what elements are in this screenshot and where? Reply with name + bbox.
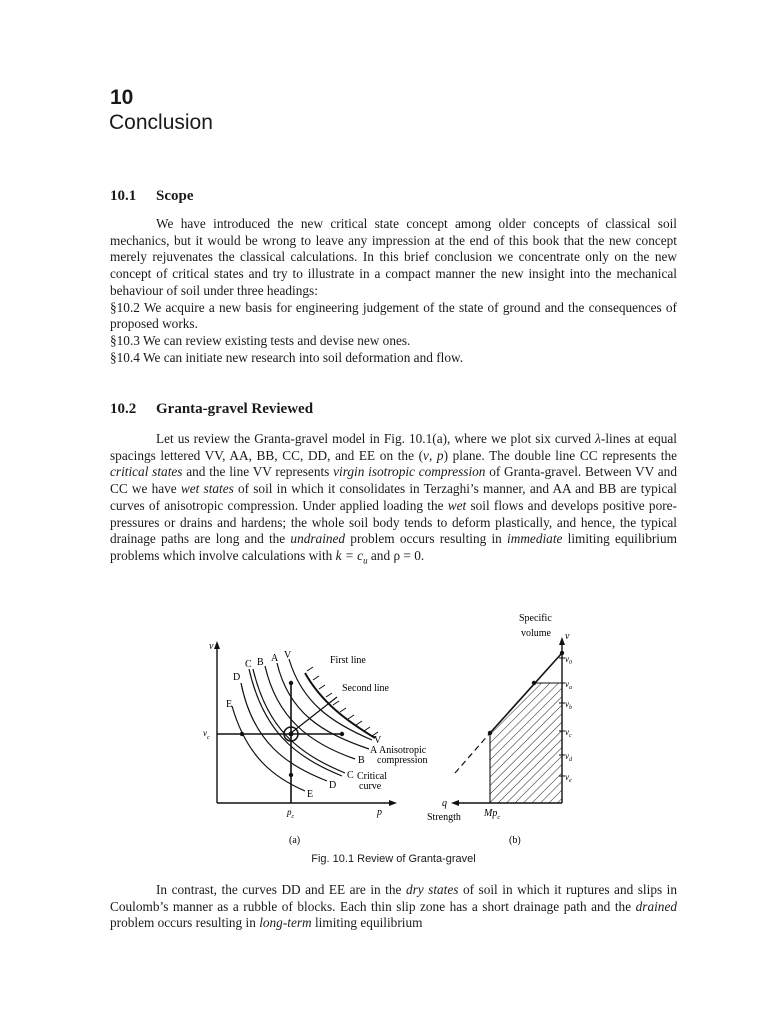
chapter-number: 10: [110, 86, 134, 109]
hatched-region: [490, 683, 562, 803]
panel-a: [203, 641, 428, 846]
curve-cc-double: [249, 669, 342, 776]
scope-paragraph: We have introduced the new critical state concept among older concepts of classical soil mechanics, but it would be wrong to leave any impression at the end of this book that the new concept merely rejuvenates the classical calculations. In this brief conclusion we concentrate only on the new concept of critical states and try to illustrate in a compact manner the new insight into the mechanical behaviour of soil under three headings:: [110, 216, 677, 298]
anisotropic-label-2: compression: [377, 755, 428, 766]
granta-paragraph: Let us review the Granta-gravel model in Fig. 10.1(a), where we plot six curved λ-lines at equal spacings lettered VV, AA, BB, CC, DD, and EE on the (v, p) plane. The double line CC represents the critical states and the line VV represents virgin isotropic compression of Granta-gravel. Between VV and CC we have wet states of soil in which it consolidates in Terzaghi’s manner, and AA and BB are typical curves of anisotropic compression. Under applied loading the wet soil flows and develops positive pore-pressures or drains and hardens; the whole soil body tends to deform plastically, and hence, the typical drainage paths are long and the undrained problem occurs resulting in immediate limiting equilibrium problems which involve calculations with $k = c_u$ and ρ = 0.: [110, 431, 677, 566]
section-heading-scope: [110, 188, 194, 205]
panel-b: [427, 613, 573, 846]
strength-line-dashed: [455, 733, 490, 773]
figure-granta-gravel: [197, 603, 592, 853]
letter-b: B: [257, 657, 264, 668]
scope-item: §10.2 We acquire a new basis for engineering judgement of the state of ground and the consequences of proposed works.: [110, 299, 677, 332]
scope-body: [110, 216, 677, 366]
figure-caption: Fig. 10.1 Review of Granta-gravel: [311, 853, 476, 865]
chapter-title: Conclusion: [109, 111, 213, 134]
volume-label: volume: [521, 628, 551, 639]
second-line: [291, 697, 337, 733]
strength-label: Strength: [427, 812, 461, 823]
specific-label: Specific: [519, 613, 552, 624]
anisotropic-label-1: Anisotropic: [379, 745, 427, 756]
q-axis-label: q: [442, 798, 447, 809]
contrast-paragraph: In contrast, the curves DD and EE are in the dry states of soil in which it ruptures and slips in Coulomb’s manner as a rubble of blocks. Each thin slip zone has a short drainage path and the drained problem occurs resulting in long-term limiting equilibrium: [110, 882, 677, 931]
end-c: C: [347, 770, 354, 781]
section-title: Scope: [156, 188, 194, 204]
section-number: 10.1: [110, 188, 137, 204]
scope-item: §10.4 We can initiate new research into soil deformation and flow.: [110, 349, 464, 365]
level-va: $v_a$: [565, 679, 572, 691]
letter-d: D: [233, 672, 241, 683]
end-a: A: [370, 745, 378, 756]
level-vb: $v_b$: [565, 699, 572, 711]
letter-a: A: [271, 653, 279, 664]
curve-cc: [253, 669, 345, 773]
p-axis-label: p: [377, 807, 382, 818]
end-d: D: [329, 780, 337, 791]
scope-item: §10.3 We can review existing tests and devise new ones.: [110, 332, 411, 348]
vc-label: $v_c$: [203, 728, 210, 741]
section-heading-granta: [110, 401, 313, 418]
first-line-label: First line: [330, 655, 366, 666]
level-vd: $v_d$: [565, 751, 572, 763]
end-e: E: [307, 789, 314, 800]
section-title: Granta-gravel Reviewed: [156, 401, 314, 417]
letter-c: C: [245, 659, 252, 670]
letter-v: V: [284, 650, 292, 661]
level-vc: $v_c$: [565, 727, 572, 739]
section-number: 10.2: [110, 401, 137, 417]
b-v-axis-label: v: [565, 631, 570, 642]
v-axis-label: v: [209, 641, 214, 652]
letter-e: E: [226, 699, 233, 710]
contrast-body: [110, 882, 677, 932]
critical-label-1: Critical: [357, 771, 387, 782]
end-b: B: [358, 755, 365, 766]
second-line-label: Second line: [342, 683, 389, 694]
level-ve: $v_e$: [565, 772, 572, 784]
pc-label: $p_c$: [287, 807, 295, 820]
panel-b-label: (b): [509, 835, 521, 846]
level-v0: $v_0$: [565, 654, 572, 666]
mpc-label: $Mp_c$: [484, 808, 501, 821]
critical-label-2: curve: [359, 781, 382, 792]
granta-body: [110, 431, 677, 569]
end-v: V: [374, 735, 382, 746]
panel-a-label: (a): [289, 835, 301, 846]
